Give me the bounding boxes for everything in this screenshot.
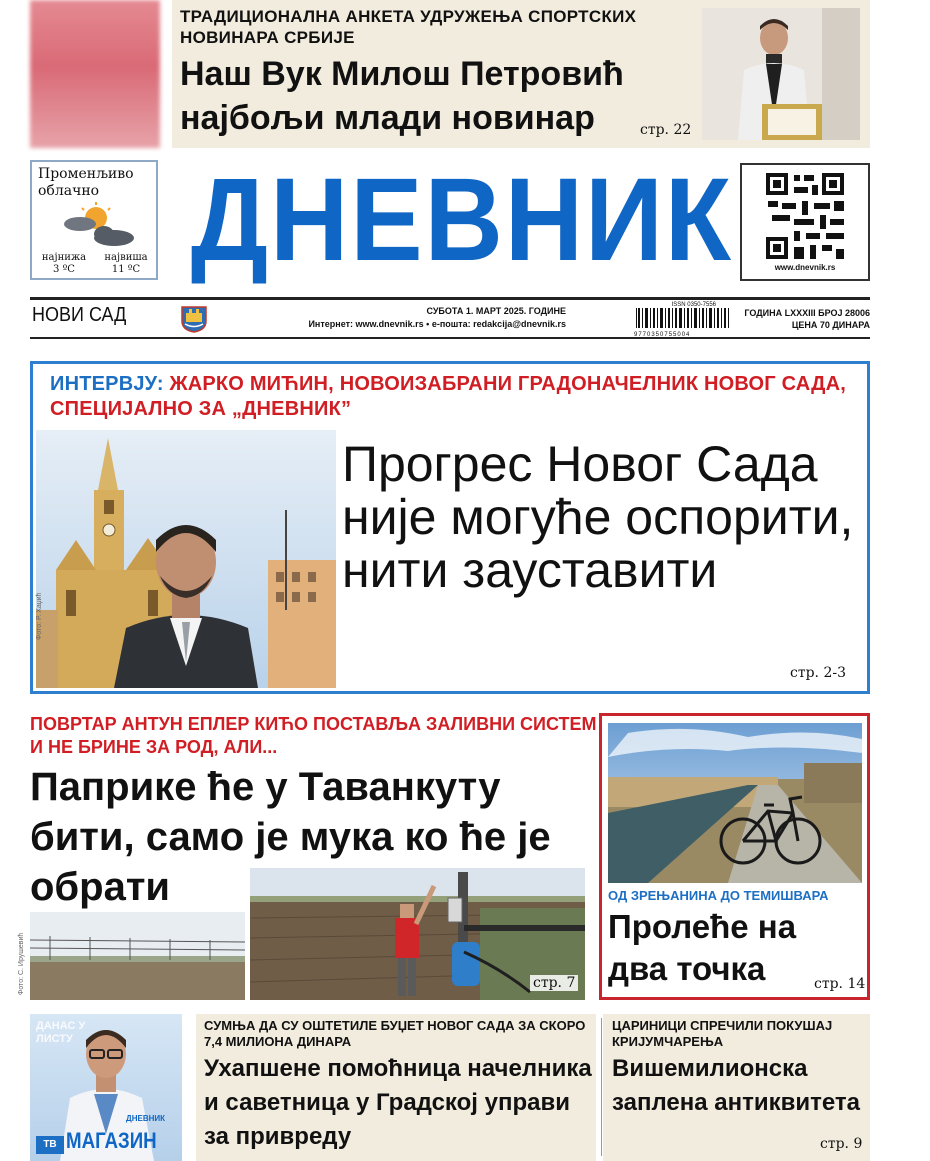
- arrest-story-kicker: СУМЊА ДА СУ ОШТЕТИЛЕ БУЏЕТ НОВОГ САДА ЗА СКОРО 7,4 МИЛИОНА ДИНАРА: [204, 1018, 586, 1049]
- mayor-cathedral-illustration: [36, 430, 336, 688]
- main-story-photo: [36, 430, 336, 688]
- bicycle-path-photo: [608, 723, 862, 883]
- issue-date: СУБОТА 1. МАРТ 2025. ГОДИНЕ: [426, 306, 566, 316]
- issue-price: ЦЕНА 70 ДИНАРА: [791, 320, 870, 330]
- tv-promo-brand-small: ДНЕВНИК: [126, 1114, 165, 1123]
- weather-low-value: 3 ºC: [53, 264, 75, 275]
- field-fence-photo: [30, 912, 245, 1000]
- issue-info: [736, 307, 870, 331]
- bicycle-path-illustration: [608, 723, 862, 883]
- award-winner-photo: [702, 8, 860, 140]
- city-crest-icon: [180, 303, 208, 333]
- tv-promo-text: ДАНАС У ЛИСТУ: [36, 1020, 86, 1045]
- barcode-number: 9770350755004: [634, 332, 691, 338]
- paprike-story-kicker: ПОВРТАР АНТУН ЕПЛЕР КИЋО ПОСТАВЉА ЗАЛИВНИ СИСТЕМ И НЕ БРИНЕ ЗА РОД, АЛИ...: [30, 714, 597, 757]
- tv-promo-brand: МАГАЗИН: [66, 1128, 157, 1153]
- barcode-icon: [634, 308, 734, 328]
- top-banner-page-ref: стр. 22: [640, 122, 692, 138]
- weather-low-label: најнижа: [41, 252, 87, 263]
- weather-high: [98, 252, 154, 276]
- arrest-story-headline[interactable]: Ухапшене помоћница начелника и саветница у Градској управи за привреду: [204, 1055, 592, 1150]
- main-story-kicker-text: ЖАРКО МИЋИН, НОВОИЗАБРАНИ ГРАДОНАЧЕЛНИК НОВОГ САДА, СПЕЦИЈАЛНО ЗА „ДНЕВНИК”: [50, 373, 846, 420]
- top-banner-headline[interactable]: Наш Вук Милош Петровић најбољи млади новинар: [180, 55, 624, 137]
- blurred-promo-panel: [30, 0, 160, 148]
- field-fence-illustration: [30, 912, 245, 1000]
- weather-low: [36, 252, 92, 276]
- qr-code-box[interactable]: [740, 163, 870, 281]
- customs-story-headline[interactable]: Вишемилионска заплена антиквитета: [612, 1055, 861, 1116]
- dateline-date: [296, 305, 566, 331]
- main-story-kicker: [50, 372, 850, 422]
- dateline-rule-bottom: [30, 337, 870, 339]
- paprike-photo-credit: Фото: С. Ирушевић: [18, 932, 25, 995]
- issn-label: ISSN 0350-7556: [671, 302, 716, 308]
- qr-code-icon: [766, 173, 844, 259]
- bike-story-kicker: ОД ЗРЕЊАНИНА ДО ТЕМИШВАРА: [608, 888, 829, 903]
- contact-info[interactable]: Интернет: www.dnevnik.rs • е-пошта: redakcija@dnevnik.rs: [308, 319, 566, 329]
- paprike-story-headline[interactable]: Паприке ће у Таванкуту бити, само је мука ко ће је обрати: [30, 765, 551, 909]
- issue-number: ГОДИНА LXXXIII БРОЈ 28006: [744, 308, 870, 318]
- tv-badge: ТВ: [36, 1136, 64, 1154]
- dateline-rule-top: [30, 297, 870, 300]
- main-story-headline[interactable]: Прогрес Новог Сада није могуће оспорити, нити зауставити: [342, 436, 854, 598]
- tv-magazine-promo[interactable]: [30, 1014, 182, 1161]
- main-photo-credit: Фото: Р. Хаџић: [36, 592, 43, 640]
- main-story-kicker-label: ИНТЕРВЈУ:: [50, 373, 164, 395]
- weather-description: Променљиво облачно: [38, 166, 134, 199]
- qr-code-url: www.dnevnik.rs: [774, 263, 836, 272]
- bike-story-headline[interactable]: Пролеће на два точка: [608, 908, 797, 987]
- masthead-title[interactable]: ДНЕВНИК: [190, 154, 733, 286]
- bottom-divider: [601, 1018, 602, 1156]
- paprike-story-page-ref: стр. 7: [530, 975, 578, 991]
- barcode: [634, 302, 734, 336]
- partly-cloudy-icon: [56, 202, 140, 250]
- bike-story-page-ref: стр. 14: [814, 976, 866, 992]
- main-story-page-ref: стр. 2-3: [790, 665, 846, 681]
- customs-story-page-ref: стр. 9: [820, 1136, 863, 1152]
- weather-high-label: највиша: [104, 252, 148, 263]
- customs-story-kicker: ЦАРИНИЦИ СПРЕЧИЛИ ПОКУШАЈ КРИЈУМЧАРЕЊА: [612, 1018, 833, 1049]
- top-banner-kicker: ТРАДИЦИОНАЛНА АНКЕТА УДРУЖЕЊА СПОРТСКИХ НОВИНАРА СРБИЈЕ: [180, 7, 637, 47]
- award-winner-illustration: [702, 8, 860, 140]
- dateline-city: НОВИ САД: [32, 304, 127, 326]
- weather-box: [30, 160, 158, 280]
- weather-high-value: 11 ºC: [111, 264, 141, 275]
